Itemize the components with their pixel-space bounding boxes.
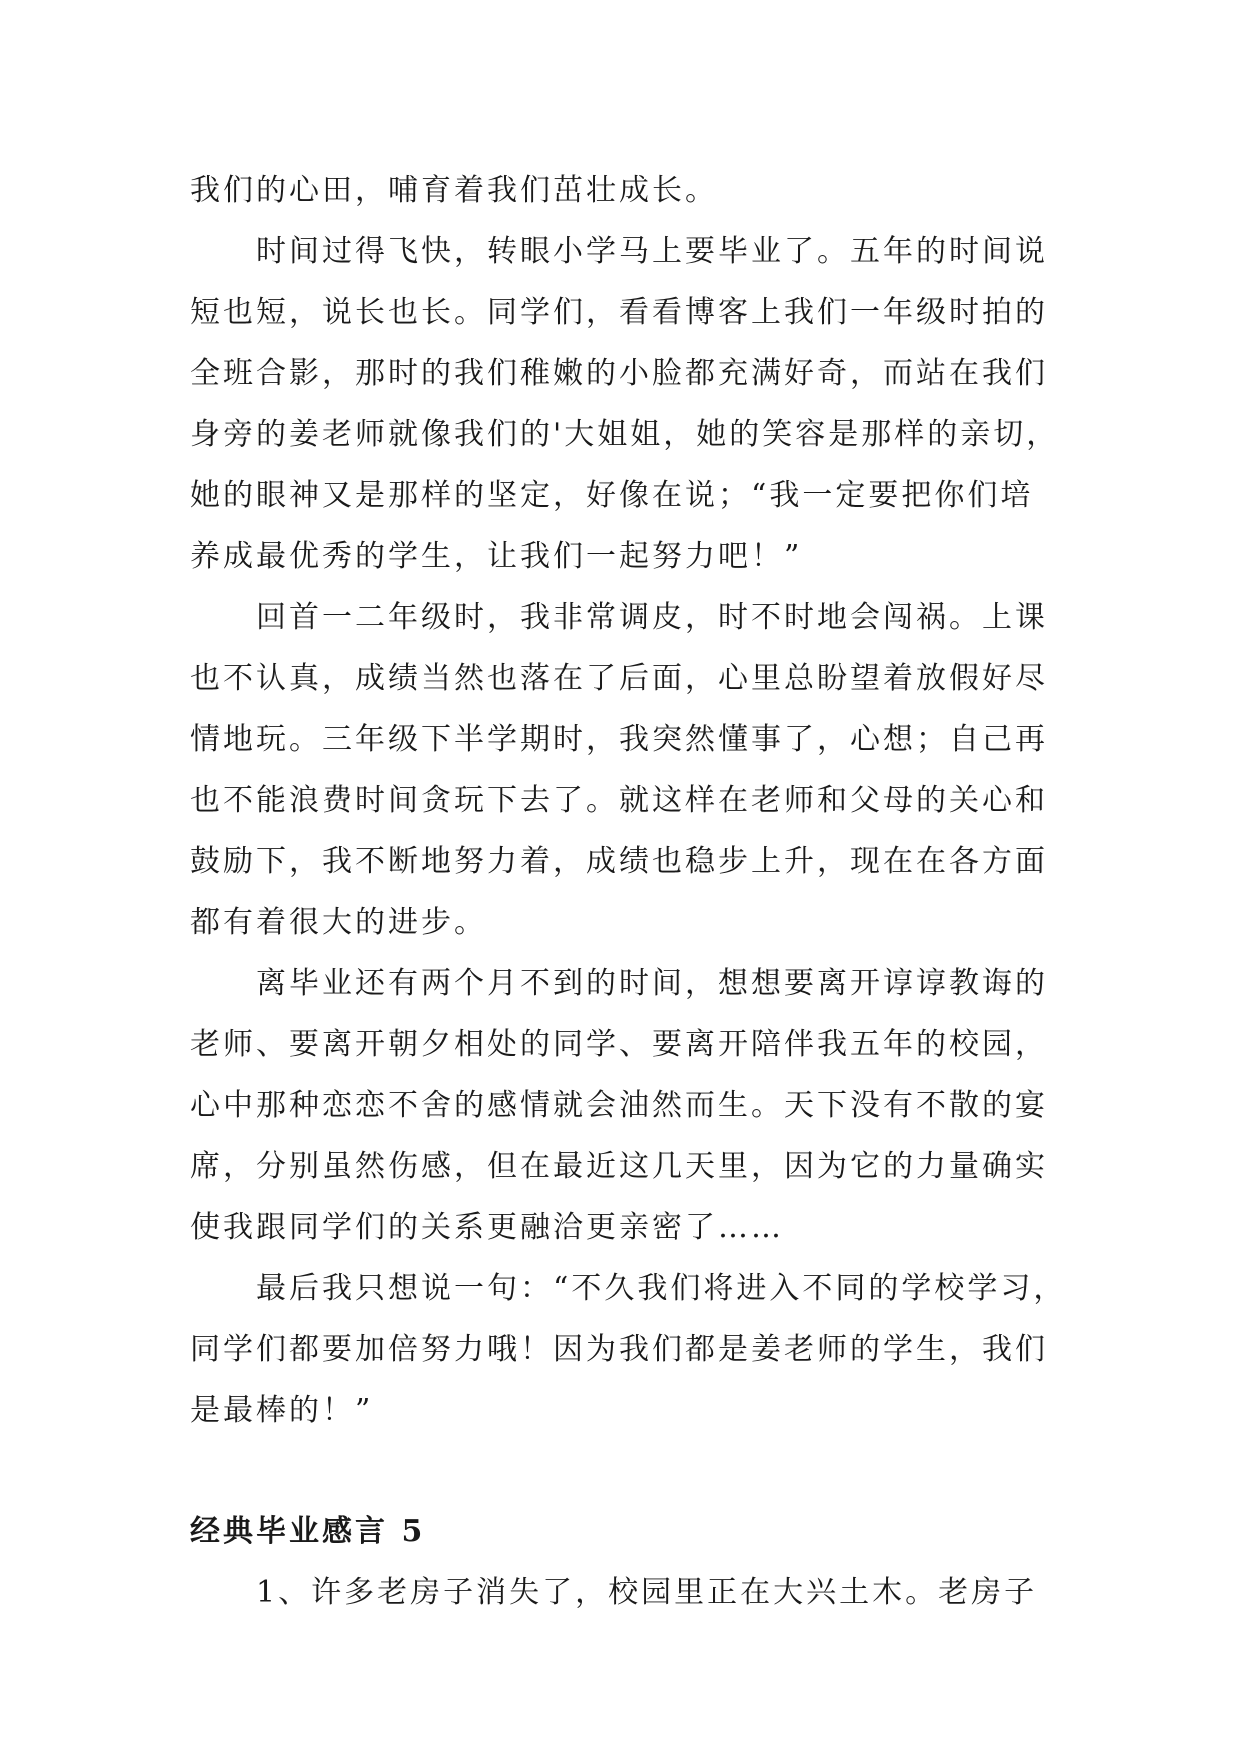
text-line: 鼓励下，我不断地努力着，成绩也稳步上升，现在在各方面 xyxy=(190,844,1048,879)
text-line: 身旁的姜老师就像我们的'大姐姐，她的笑容是那样的亲切， xyxy=(190,417,1060,452)
document-page xyxy=(190,160,1067,1623)
text-line: 也不认真，成绩当然也落在了后面，心里总盼望着放假好尽 xyxy=(190,661,1048,696)
text-line: 最后我只想说一句：“不久我们将进入不同的学校学习， xyxy=(256,1271,1067,1306)
text-line: 全班合影，那时的我们稚嫩的小脸都充满好奇，而站在我们 xyxy=(190,356,1048,391)
text-line: 也不能浪费时间贪玩下去了。就这样在老师和父母的关心和 xyxy=(190,783,1048,818)
text-line: 同学们都要加倍努力哦！因为我们都是姜老师的学生，我们 xyxy=(190,1332,1048,1367)
text-line: 1、许多老房子消失了，校园里正在大兴土木。老房子 xyxy=(256,1575,1038,1610)
section-heading: 经典毕业感言 5 xyxy=(190,1514,426,1549)
paragraph-1 xyxy=(190,221,1060,587)
text-line: 是最棒的！” xyxy=(190,1393,374,1428)
text-line: 回首一二年级时，我非常调皮，时不时地会闯祸。上课 xyxy=(256,600,1048,635)
text-line: 席，分别虽然伤感，但在最近这几天里，因为它的力量确实 xyxy=(190,1149,1048,1184)
text-line: 都有着很大的进步。 xyxy=(190,905,487,940)
text-line: 养成最优秀的学生，让我们一起努力吧！” xyxy=(190,539,803,574)
paragraph-0 xyxy=(190,160,1060,221)
text-line: 心中那种恋恋不舍的感情就会油然而生。天下没有不散的宴 xyxy=(190,1088,1048,1123)
text-line: 她的眼神又是那样的坚定，好像在说；“我一定要把你们培 xyxy=(190,478,1034,513)
text-line: 我们的心田，哺育着我们茁壮成长。 xyxy=(190,173,718,208)
text-line: 使我跟同学们的关系更融洽更亲密了…… xyxy=(190,1210,784,1245)
text-line: 离毕业还有两个月不到的时间，想想要离开谆谆教诲的 xyxy=(256,966,1048,1001)
section-spacer xyxy=(190,1441,1060,1501)
text-line: 老师、要离开朝夕相处的同学、要离开陪伴我五年的校园， xyxy=(190,1027,1048,1062)
text-line: 时间过得飞快，转眼小学马上要毕业了。五年的时间说 xyxy=(256,234,1048,269)
paragraph-2 xyxy=(190,587,1060,953)
text-line: 情地玩。三年级下半学期时，我突然懂事了，心想；自己再 xyxy=(190,722,1048,757)
paragraph-4 xyxy=(190,1258,1067,1441)
paragraph-3 xyxy=(190,953,1060,1258)
paragraph-5 xyxy=(190,1562,1060,1623)
text-line: 短也短，说长也长。同学们，看看博客上我们一年级时拍的 xyxy=(190,295,1048,330)
